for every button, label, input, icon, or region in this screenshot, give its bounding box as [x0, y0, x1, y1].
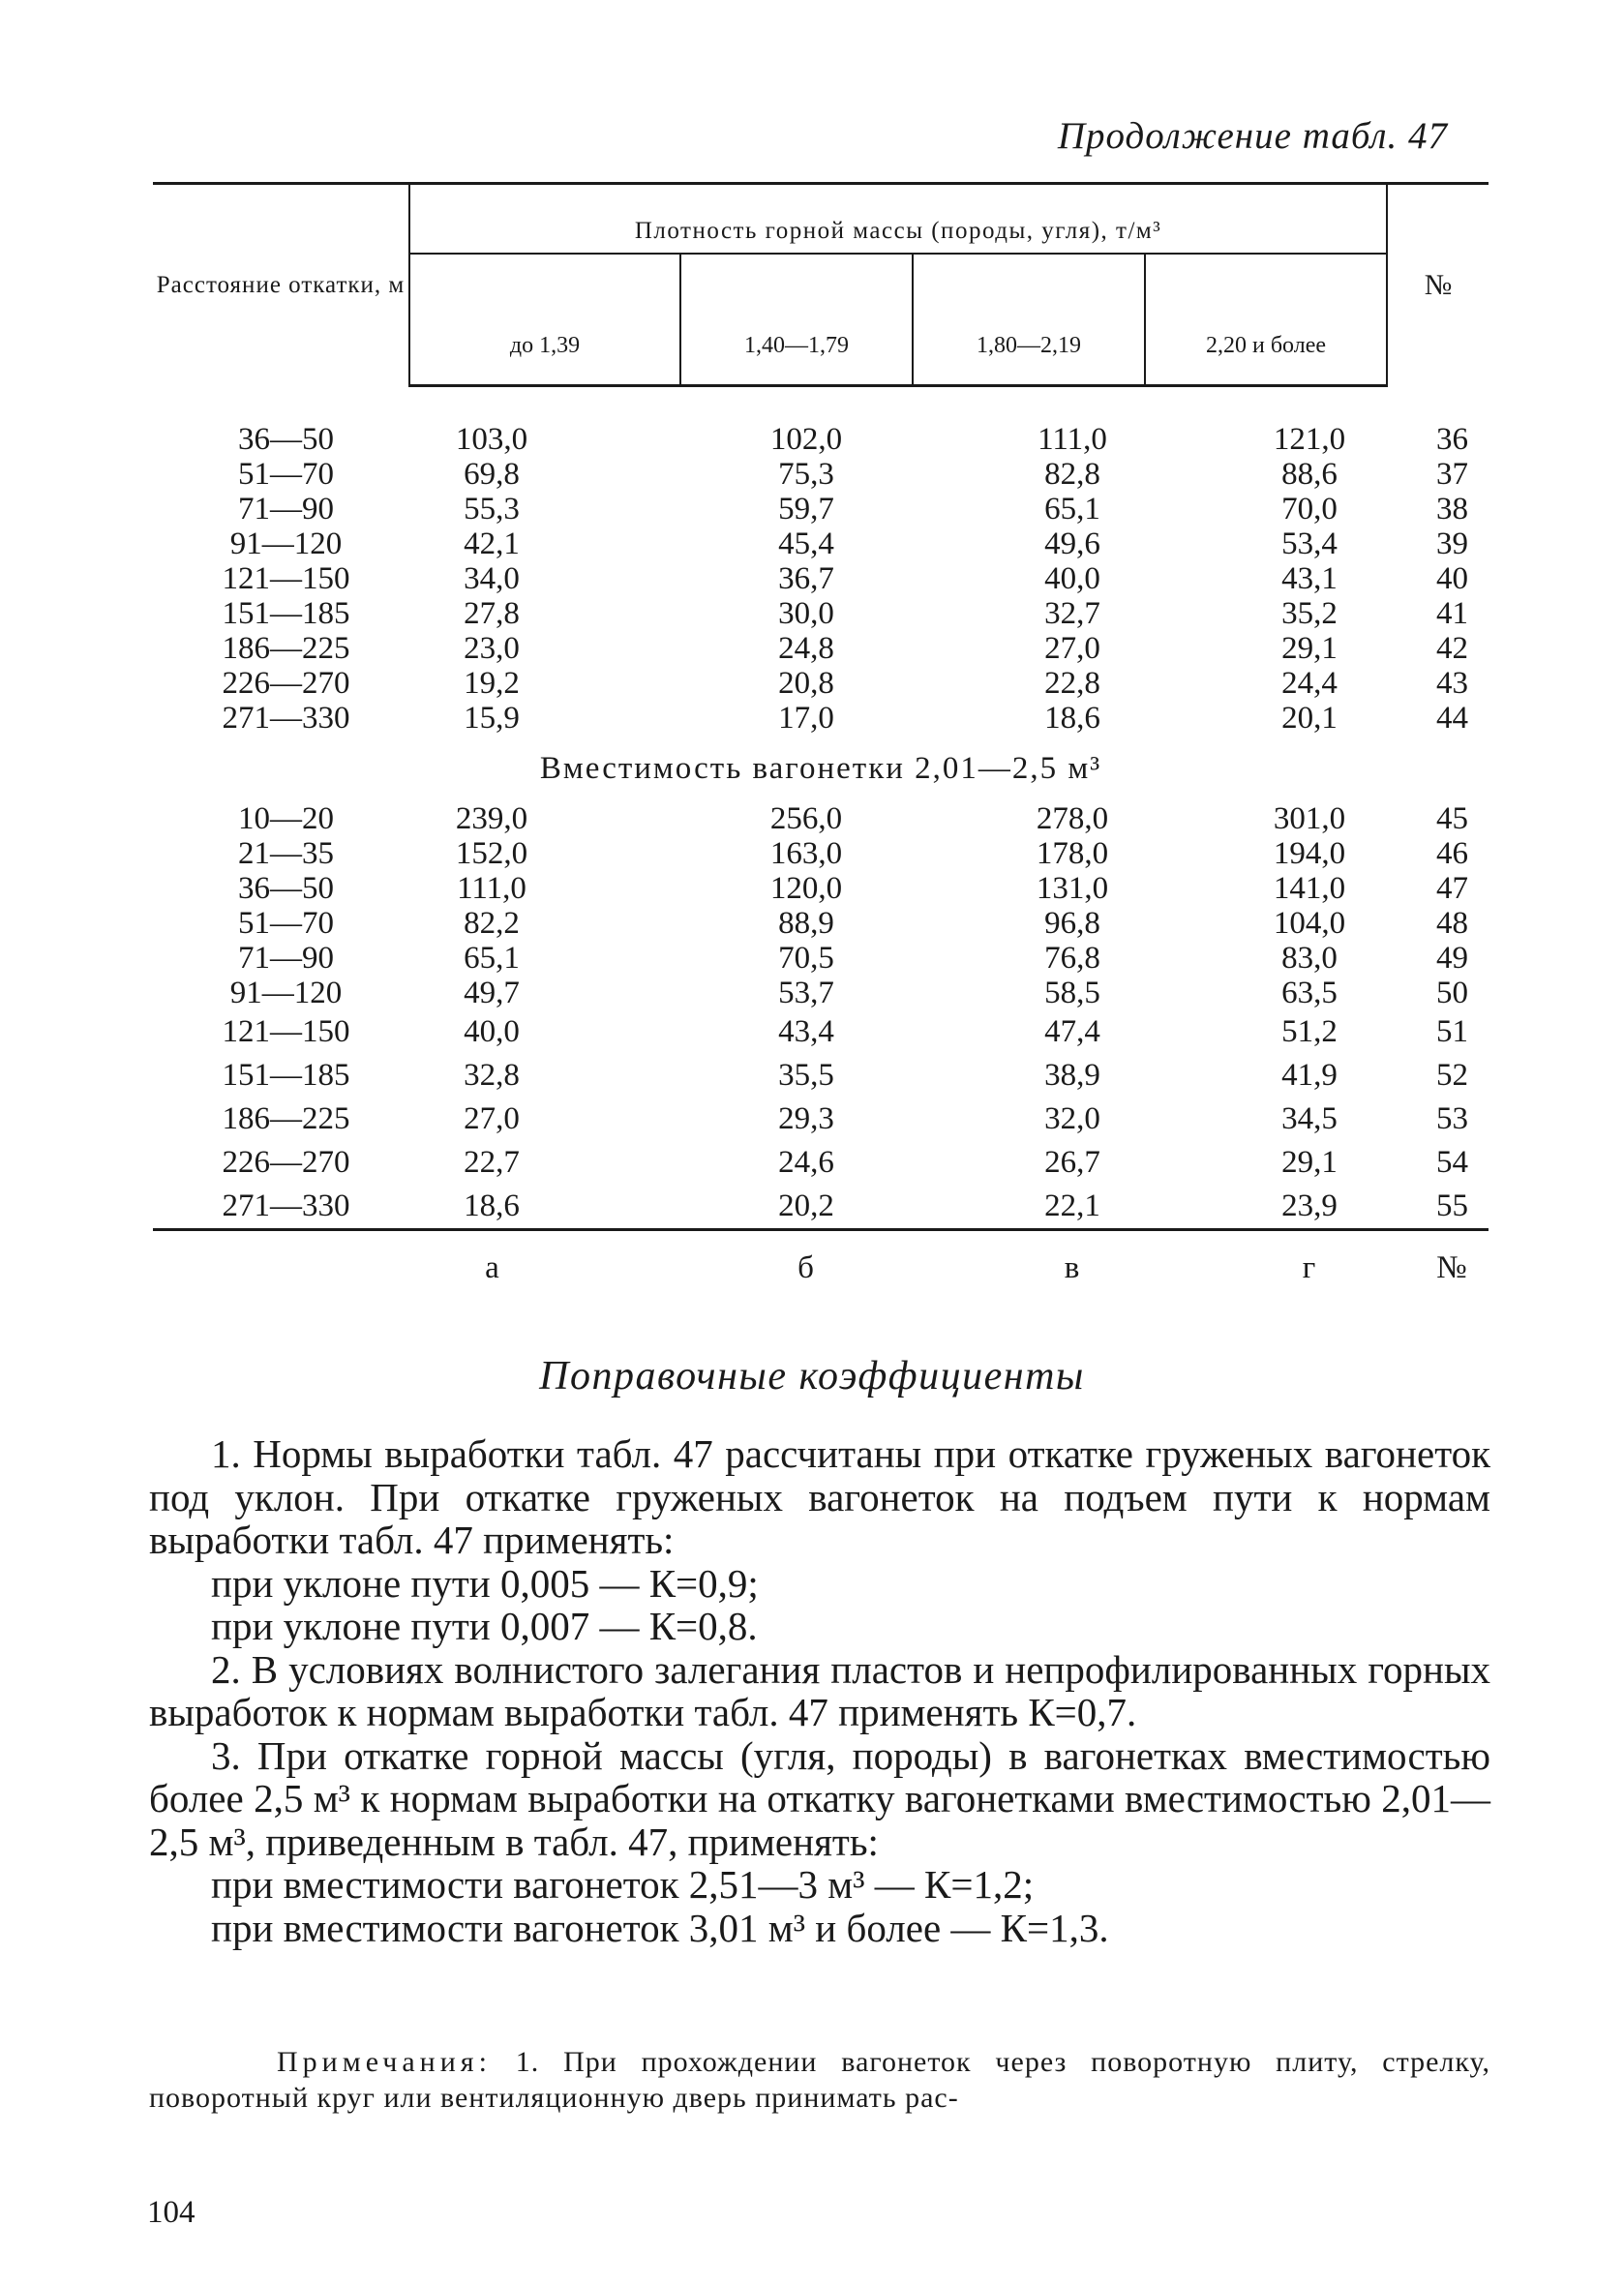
- table-row: [153, 976, 1489, 1010]
- table-cell: 226—270: [222, 666, 350, 701]
- table-cell: 96,8: [1044, 906, 1100, 941]
- table-row: [153, 1010, 1489, 1054]
- table-cell: 32,7: [1044, 596, 1100, 631]
- table-cell: 53,4: [1281, 526, 1338, 561]
- table-cell: 35,2: [1281, 596, 1338, 631]
- table-cell: 52: [1436, 1058, 1469, 1093]
- table-cell: 36—50: [238, 422, 334, 457]
- correction-text: [149, 1432, 1490, 1949]
- table-cell: 49: [1436, 941, 1469, 976]
- table-cell: 91—120: [229, 976, 343, 1010]
- table-cell: 20,1: [1281, 701, 1338, 736]
- header-distance: Расстояние откатки, м: [153, 184, 409, 386]
- table-row: [153, 596, 1489, 631]
- table-cell: 44: [1436, 701, 1469, 736]
- table-cell: 23,0: [464, 631, 520, 666]
- table-cell: 88,6: [1281, 457, 1338, 492]
- table-cell: 239,0: [455, 801, 528, 836]
- table-cell: 45: [1436, 801, 1469, 836]
- table-cell: 54: [1436, 1145, 1469, 1180]
- table-cell: 22,8: [1044, 666, 1100, 701]
- table-row: [153, 422, 1489, 457]
- table-cell: 15,9: [464, 701, 520, 736]
- table-cell: 37: [1436, 457, 1469, 492]
- table-row: [153, 906, 1489, 941]
- table-cell: 36: [1436, 422, 1469, 457]
- table-cell: 36,7: [778, 561, 834, 596]
- paragraph-1a: при уклоне пути 0,005 — К=0,9;: [211, 1560, 759, 1606]
- table-cell: 70,5: [778, 941, 834, 976]
- footer-letter-g: г: [1145, 1230, 1387, 1288]
- table-cell: 30,0: [778, 596, 834, 631]
- table-cell: 104,0: [1273, 906, 1346, 941]
- table-cell: 27,0: [1044, 631, 1100, 666]
- table-cell: 41,9: [1281, 1058, 1338, 1093]
- table-cell: 194,0: [1273, 836, 1346, 871]
- table-cell: 40,0: [1044, 561, 1100, 596]
- footer-cell: [153, 1230, 409, 1288]
- table-row: [153, 561, 1489, 596]
- table-cell: 271—330: [222, 1188, 350, 1223]
- table-cell: 34,5: [1281, 1101, 1338, 1136]
- table-row: [153, 1098, 1489, 1141]
- table-cell: 21—35: [238, 836, 334, 871]
- table-cell: 38: [1436, 492, 1469, 526]
- table-cell: 178,0: [1036, 836, 1109, 871]
- table-cell: 71—90: [238, 492, 334, 526]
- table-cell: 42,1: [464, 526, 520, 561]
- table-cell: 69,8: [464, 457, 520, 492]
- table-cell: 47,4: [1044, 1014, 1100, 1049]
- table-cell: 65,1: [1044, 492, 1100, 526]
- section-label: Вместимость вагонетки 2,01—2,5 м³: [539, 751, 1102, 786]
- table-cell: 46: [1436, 836, 1469, 871]
- paragraph-2: 2. В условиях волнистого залегания пластов и непрофилированных горных выработок к нормам выработки табл. 47 применять К=0,7.: [149, 1646, 1490, 1734]
- table-cell: 141,0: [1273, 871, 1346, 906]
- table-row: [153, 1054, 1489, 1098]
- table-cell: 53,7: [778, 976, 834, 1010]
- paragraph-1b: при уклоне пути 0,007 — К=0,8.: [211, 1604, 758, 1648]
- footer-letter-a: а: [409, 1230, 680, 1288]
- paragraph-1: 1. Нормы выработки табл. 47 рассчитаны при откатке груженых вагонеток под уклон. При откатке груженых вагонеток на подъем пути к нормам выработки табл. 47 применять:: [149, 1431, 1490, 1562]
- table-row: [153, 871, 1489, 906]
- table-cell: 111,0: [457, 871, 526, 906]
- table-row: [153, 1185, 1489, 1230]
- table-cell: 43,4: [778, 1014, 834, 1049]
- table-cell: 38,9: [1044, 1058, 1100, 1093]
- table-cell: 111,0: [1038, 422, 1107, 457]
- table-cell: 51—70: [238, 906, 334, 941]
- table-cell: 121—150: [222, 1014, 350, 1049]
- table-cell: 53: [1436, 1101, 1469, 1136]
- footer-number: №: [1387, 1230, 1489, 1288]
- table-cell: 20,2: [778, 1188, 834, 1223]
- table-cell: 59,7: [778, 492, 834, 526]
- table-row: [153, 801, 1489, 836]
- table-cell: 131,0: [1036, 871, 1109, 906]
- table-cell: 51,2: [1281, 1014, 1338, 1049]
- table-continuation-header: Продолжение табл. 47: [1057, 115, 1448, 157]
- page-number: 104: [147, 2195, 195, 2230]
- table-cell: 151—185: [222, 596, 350, 631]
- table-cell: 70,0: [1281, 492, 1338, 526]
- table-row: [153, 941, 1489, 976]
- table-cell: 55,3: [464, 492, 520, 526]
- table-cell: 186—225: [222, 631, 350, 666]
- table-cell: 152,0: [455, 836, 528, 871]
- table-cell: 271—330: [222, 701, 350, 736]
- table-cell: 18,6: [464, 1188, 520, 1223]
- table-cell: 76,8: [1044, 941, 1100, 976]
- header-density-2: 1,40—1,79: [680, 254, 913, 386]
- table-cell: 49,7: [464, 976, 520, 1010]
- table-cell: 24,8: [778, 631, 834, 666]
- table-cell: 55: [1436, 1188, 1469, 1223]
- table-cell: 50: [1436, 976, 1469, 1010]
- table-cell: 27,0: [464, 1101, 520, 1136]
- table-cell: 278,0: [1036, 801, 1109, 836]
- table-cell: 83,0: [1281, 941, 1338, 976]
- table-cell: 18,6: [1044, 701, 1100, 736]
- header-number: №: [1387, 184, 1489, 386]
- table-cell: 256,0: [769, 801, 843, 836]
- table-cell: 29,3: [778, 1101, 834, 1136]
- table-cell: 24,6: [778, 1145, 834, 1180]
- header-density-4: 2,20 и более: [1145, 254, 1387, 386]
- table-row: [153, 836, 1489, 871]
- table-cell: 32,0: [1044, 1101, 1100, 1136]
- table-cell: 71—90: [238, 941, 334, 976]
- table-cell: 20,8: [778, 666, 834, 701]
- table-row: [153, 457, 1489, 492]
- table-cell: 43,1: [1281, 561, 1338, 596]
- table-cell: 40: [1436, 561, 1469, 596]
- table-cell: 22,1: [1044, 1188, 1100, 1223]
- paragraph-3: 3. При откатке горной массы (угля, породы) в вагонетках вместимостью более 2,5 м³ к нормам выработки на откатку вагонетками вместимостью 2,01—2,5 м³, приведенным в табл. 47, применять:: [149, 1732, 1490, 1864]
- table-row: [153, 492, 1489, 526]
- paragraph-3a: при вместимости вагонеток 2,51—3 м³ — К=1,2;: [211, 1862, 1035, 1907]
- notes-label: Примечания:: [277, 2046, 492, 2078]
- table-cell: 39: [1436, 526, 1469, 561]
- notes: [149, 2044, 1490, 2116]
- header-density: Плотность горной массы (породы, угля), т/м³: [409, 184, 1387, 255]
- table-cell: 26,7: [1044, 1145, 1100, 1180]
- table-cell: 42: [1436, 631, 1469, 666]
- table-row: [153, 526, 1489, 561]
- table-cell: 51: [1436, 1014, 1469, 1049]
- table-cell: 63,5: [1281, 976, 1338, 1010]
- table-cell: 49,6: [1044, 526, 1100, 561]
- footer-letter-v: в: [913, 1230, 1145, 1288]
- table-cell: 19,2: [464, 666, 520, 701]
- table-cell: 186—225: [222, 1101, 350, 1136]
- table-cell: 301,0: [1273, 801, 1346, 836]
- table-cell: 10—20: [238, 801, 334, 836]
- table-cell: 43: [1436, 666, 1469, 701]
- notes-text: 1. При прохождении вагонеток через поворотную плиту, стрелку, поворотный круг или вентиляционную дверь принимать рас-: [149, 2046, 1491, 2114]
- table-cell: 91—120: [229, 526, 343, 561]
- table-cell: 82,8: [1044, 457, 1100, 492]
- table-cell: 17,0: [778, 701, 834, 736]
- footer-letter-b: б: [680, 1230, 913, 1288]
- table-cell: 45,4: [778, 526, 834, 561]
- table-cell: 75,3: [778, 457, 834, 492]
- table-cell: 51—70: [238, 457, 334, 492]
- table-row: [153, 666, 1489, 701]
- table-cell: 65,1: [464, 941, 520, 976]
- table-row: [153, 701, 1489, 736]
- table-cell: 41: [1436, 596, 1469, 631]
- table-cell: 47: [1436, 871, 1469, 906]
- table-cell: 27,8: [464, 596, 520, 631]
- table-cell: 29,1: [1281, 1145, 1338, 1180]
- table-cell: 88,9: [778, 906, 834, 941]
- table-cell: 34,0: [464, 561, 520, 596]
- table-cell: 29,1: [1281, 631, 1338, 666]
- table-cell: 35,5: [778, 1058, 834, 1093]
- table-cell: 120,0: [769, 871, 843, 906]
- table-cell: 163,0: [769, 836, 843, 871]
- table-cell: 48: [1436, 906, 1469, 941]
- table-cell: 121—150: [222, 561, 350, 596]
- section-title: Поправочные коэффициенты: [539, 1354, 1085, 1399]
- table-cell: 58,5: [1044, 976, 1100, 1010]
- table-cell: 36—50: [238, 871, 334, 906]
- header-density-3: 1,80—2,19: [913, 254, 1145, 386]
- table-cell: 226—270: [222, 1145, 350, 1180]
- table-row: [153, 631, 1489, 666]
- table-cell: 24,4: [1281, 666, 1338, 701]
- table-cell: 121,0: [1273, 422, 1346, 457]
- table-cell: 82,2: [464, 906, 520, 941]
- table-cell: 102,0: [769, 422, 843, 457]
- table-cell: 23,9: [1281, 1188, 1338, 1223]
- section-row: [153, 736, 1489, 801]
- paragraph-3b: при вместимости вагонеток 3,01 м³ и более — К=1,3.: [211, 1905, 1109, 1950]
- norms-table: [153, 182, 1489, 1287]
- table-footer-row: [153, 1230, 1489, 1288]
- table-row: [153, 1141, 1489, 1185]
- table-cell: 32,8: [464, 1058, 520, 1093]
- table-cell: 151—185: [222, 1058, 350, 1093]
- table-cell: 40,0: [464, 1014, 520, 1049]
- table-cell: 103,0: [455, 422, 528, 457]
- header-density-1: до 1,39: [409, 254, 680, 386]
- table-cell: 22,7: [464, 1145, 520, 1180]
